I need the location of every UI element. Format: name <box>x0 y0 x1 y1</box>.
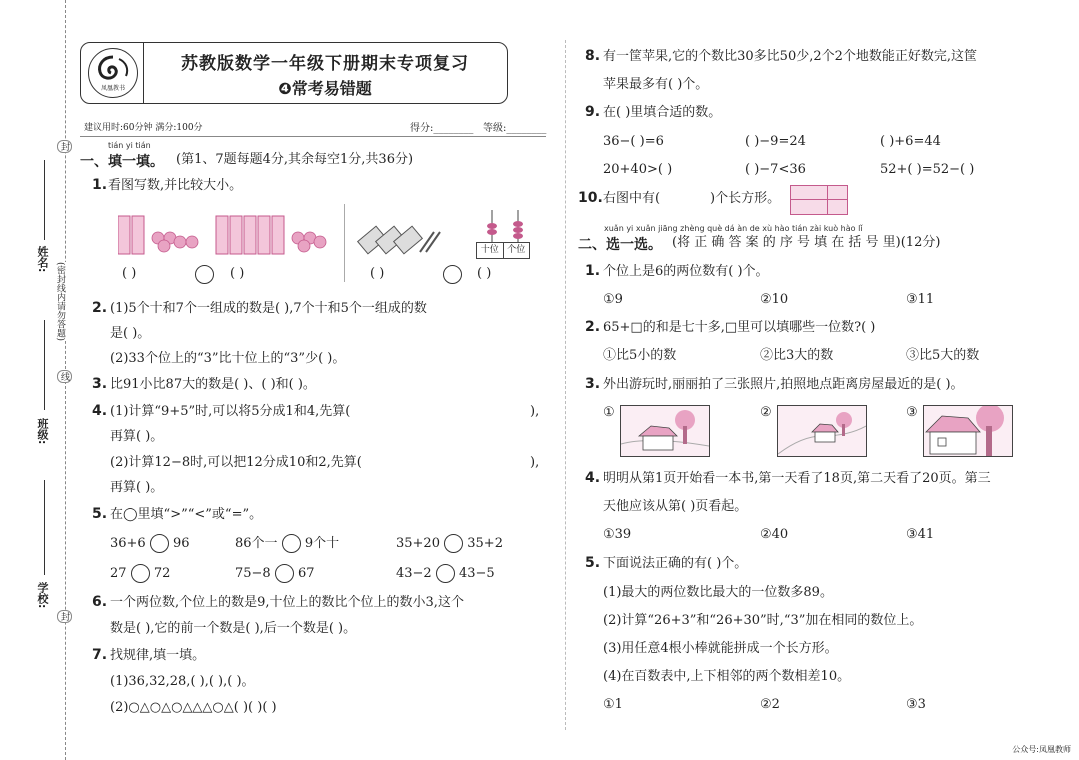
q7-line1: (1)36,32,28,( ),( ),( )。 <box>110 674 255 689</box>
s2-q3-photo-1[interactable] <box>620 405 710 457</box>
q4-line3: (2)计算12−8时,可以把12分成10和2,先算( <box>110 455 362 470</box>
s2-q5-item-4: (4)在百数表中,上下相邻的两个数相差10。 <box>603 669 851 684</box>
q3-text: 比91小比87大的数是( )、( )和( )。 <box>110 377 316 392</box>
q4-line2: 再算( )。 <box>110 429 164 444</box>
s2-q1-opt-2[interactable]: ②10 <box>760 292 789 307</box>
s2-q4-number: 4. <box>585 470 601 486</box>
s2-q5-item-1: (1)最大的两位数比最大的一位数多89。 <box>603 585 833 600</box>
s2-q5-opt-3[interactable]: ③3 <box>906 697 926 712</box>
house-photo-1-icon <box>621 406 709 456</box>
s2-q2-opt-2[interactable]: ②比3大的数 <box>760 348 834 363</box>
bundle-pack-icon <box>118 212 338 258</box>
s2-q4-opt-2[interactable]: ②40 <box>760 527 789 542</box>
section1-pinyin: tián yi tián <box>108 141 151 150</box>
s2-q3-opt-1[interactable]: ① <box>603 405 615 420</box>
q8-line2: 苹果最多有( )个。 <box>603 77 709 92</box>
header-box <box>80 42 508 104</box>
section1-desc: (第1、7题每题4分,其余每空1分,共36分) <box>176 152 414 167</box>
q9-item-2: ( )−9=24 <box>745 134 806 149</box>
s2-q1-number: 1. <box>585 263 601 279</box>
s2-q2-number: 2. <box>585 319 601 335</box>
q5-item-1: 36+6 96 <box>110 536 190 551</box>
s2-q5-text: 下面说法正确的有( )个。 <box>603 556 748 571</box>
logo <box>88 48 138 98</box>
s2-q2-text: 65+□的和是七十多,□里可以填哪些一位数?( ) <box>603 320 876 335</box>
q9-item-5: ( )−7<36 <box>745 162 806 177</box>
logo-text: 凤凰教书 <box>100 85 125 92</box>
q2-line3: (2)33个位上的“3”比十位上的“3”少( )。 <box>110 351 346 366</box>
s2-q2-opt-3[interactable]: ③比5大的数 <box>906 348 980 363</box>
s2-q4-opt-1[interactable]: ①39 <box>603 527 632 542</box>
header-rule <box>80 136 546 137</box>
q9-item-4: 20+40>( ) <box>603 162 673 177</box>
name-label: 姓名: <box>36 246 49 273</box>
q4-line1: (1)计算“9+5”时,可以将5分成1和4,先算( <box>110 404 351 419</box>
score-field[interactable]: 得分:________ <box>410 123 474 134</box>
q5-circle-5[interactable] <box>275 564 294 583</box>
q5-circle-4[interactable] <box>131 564 150 583</box>
q7-line2: (2)○△○△○△△△○△( )( )( ) <box>110 700 277 715</box>
q1-picture-right <box>356 206 536 258</box>
class-label: 班级: <box>36 418 49 445</box>
s2-q1-opt-1[interactable]: ①9 <box>603 292 623 307</box>
q8-number: 8. <box>585 48 601 64</box>
q4-number: 4. <box>92 403 108 419</box>
s2-q2-opt-1[interactable]: ①比5小的数 <box>603 348 677 363</box>
house-photo-2-icon <box>778 406 866 456</box>
q1-vertical-divider <box>344 204 345 282</box>
s2-q3-photo-3[interactable] <box>923 405 1013 457</box>
section2-title: 二、选一选。 <box>578 237 662 253</box>
house-photo-3-icon <box>924 406 1012 456</box>
q5-circle-3[interactable] <box>444 534 463 553</box>
s2-q5-opt-2[interactable]: ②2 <box>760 697 780 712</box>
s2-q4-opt-3[interactable]: ③41 <box>906 527 935 542</box>
page-title: 苏教版数学一年级下册期末专项复习 <box>181 54 469 74</box>
q10-number: 10. <box>578 190 603 206</box>
q7-text: 找规律,填一填。 <box>110 648 206 663</box>
q1-blank-2[interactable]: ( ) <box>230 266 245 281</box>
q6-number: 6. <box>92 594 108 610</box>
s2-q3-opt-2[interactable]: ② <box>760 405 772 420</box>
q6-line1: 一个两位数,个位上的数是9,十位上的数比个位上的数小3,这个 <box>110 595 464 610</box>
s2-q4-line1: 明明从第1页开始看一本书,第一天看了18页,第二天看了20页。第三 <box>603 471 991 486</box>
q10-text-b: )个长方形。 <box>710 191 781 206</box>
q9-text: 在( )里填合适的数。 <box>603 105 722 120</box>
q1-compare-circle-2[interactable] <box>443 265 462 284</box>
page-subtitle: ❹常考易错题 <box>278 79 372 98</box>
q5-item-2: 86个一 9个十 <box>235 536 340 551</box>
abacus-tens-label: 十位 <box>477 243 504 258</box>
binding-mark-feng: 封 <box>57 140 72 153</box>
grade-field[interactable]: 等级:________ <box>483 123 547 134</box>
footer-credit: 公众号:凤凰教师 <box>1012 745 1071 754</box>
time-score: 建议用时:60分钟 满分:100分 <box>84 123 203 133</box>
q9-number: 9. <box>585 104 601 120</box>
binding-mark-xian: 线 <box>57 370 72 383</box>
q8-line1: 有一筐苹果,它的个数比30多比50少,2个2个地数能正好数完,这筐 <box>603 49 978 64</box>
q1-blank-4[interactable]: ( ) <box>477 266 492 281</box>
section2-pinyin: xuǎn yi xuǎn jiāng zhèng què dá àn de xù hào tián zài kuò hào lǐ <box>604 224 863 233</box>
section2-desc: (将 正 确 答 案 的 序 号 填 在 括 号 里)(12分) <box>672 235 941 250</box>
q4-line3-end: ), <box>530 455 540 470</box>
s2-q1-text: 个位上是6的两位数有( )个。 <box>603 264 769 279</box>
q5-circle-1[interactable] <box>150 534 169 553</box>
q2-line2: 是( )。 <box>110 326 151 341</box>
q1-text: 看图写数,并比较大小。 <box>108 178 243 193</box>
q10-rectangle-figure <box>790 185 848 215</box>
binding-mark-feng2: 封 <box>57 610 72 623</box>
q2-number: 2. <box>92 300 108 316</box>
s2-q3-photo-2[interactable] <box>777 405 867 457</box>
binding-note: (密封线内请勿答题) <box>55 262 65 342</box>
q4-line1-end: ), <box>530 404 540 419</box>
q9-item-6: 52+( )=52−( ) <box>880 162 975 177</box>
q5-item-3: 35+20 35+2 <box>396 536 503 551</box>
q1-blank-1[interactable]: ( ) <box>122 266 137 281</box>
s2-q1-opt-3[interactable]: ③11 <box>906 292 935 307</box>
q1-compare-circle-1[interactable] <box>195 265 214 284</box>
q2-line1: (1)5个十和7个一组成的数是( ),7个十和5个一组成的数 <box>110 301 427 316</box>
s2-q3-opt-3[interactable]: ③ <box>906 405 918 420</box>
s2-q5-number: 5. <box>585 555 601 571</box>
s2-q5-opt-1[interactable]: ①1 <box>603 697 623 712</box>
s2-q5-item-2: (2)计算“26+3”和“26+30”时,“3”加在相同的数位上。 <box>603 613 923 628</box>
q5-circle-6[interactable] <box>436 564 455 583</box>
q4-line4: 再算( )。 <box>110 480 164 495</box>
school-field[interactable] <box>44 480 45 575</box>
q1-picture-left <box>118 212 338 258</box>
q5-text: 在◯里填“>”“<”或“=”。 <box>110 507 263 522</box>
q6-line2: 数是( ),它的前一个数是( ),后一个数是( )。 <box>110 621 357 636</box>
q5-item-5: 75−8 67 <box>235 566 315 581</box>
s2-q3-number: 3. <box>585 376 601 392</box>
q7-number: 7. <box>92 647 108 663</box>
q3-number: 3. <box>92 376 108 392</box>
q9-item-1: 36−( )=6 <box>603 134 664 149</box>
section1-title: 一、填一填。 <box>80 154 164 170</box>
school-label: 学校: <box>36 582 49 609</box>
s2-q4-line2: 天他应该从第( )页看起。 <box>603 499 748 514</box>
abacus-ones-label: 个位 <box>507 245 526 255</box>
q5-item-4: 27 72 <box>110 566 171 581</box>
q5-circle-2[interactable] <box>282 534 301 553</box>
q1-number: 1. <box>92 177 108 193</box>
class-field[interactable] <box>44 320 45 410</box>
s2-q5-item-3: (3)用任意4根小棒就能拼成一个长方形。 <box>603 641 838 656</box>
q5-item-6: 43−2 43−5 <box>396 566 495 581</box>
s2-q3-text: 外出游玩时,丽丽拍了三张照片,拍照地点距离房屋最近的是( )。 <box>603 377 964 392</box>
q5-number: 5. <box>92 506 108 522</box>
name-field[interactable] <box>44 160 45 240</box>
column-divider <box>565 40 566 730</box>
q1-blank-3[interactable]: ( ) <box>370 266 385 281</box>
q10-text-a: 右图中有( <box>603 191 661 206</box>
q9-item-3: ( )+6=44 <box>880 134 941 149</box>
